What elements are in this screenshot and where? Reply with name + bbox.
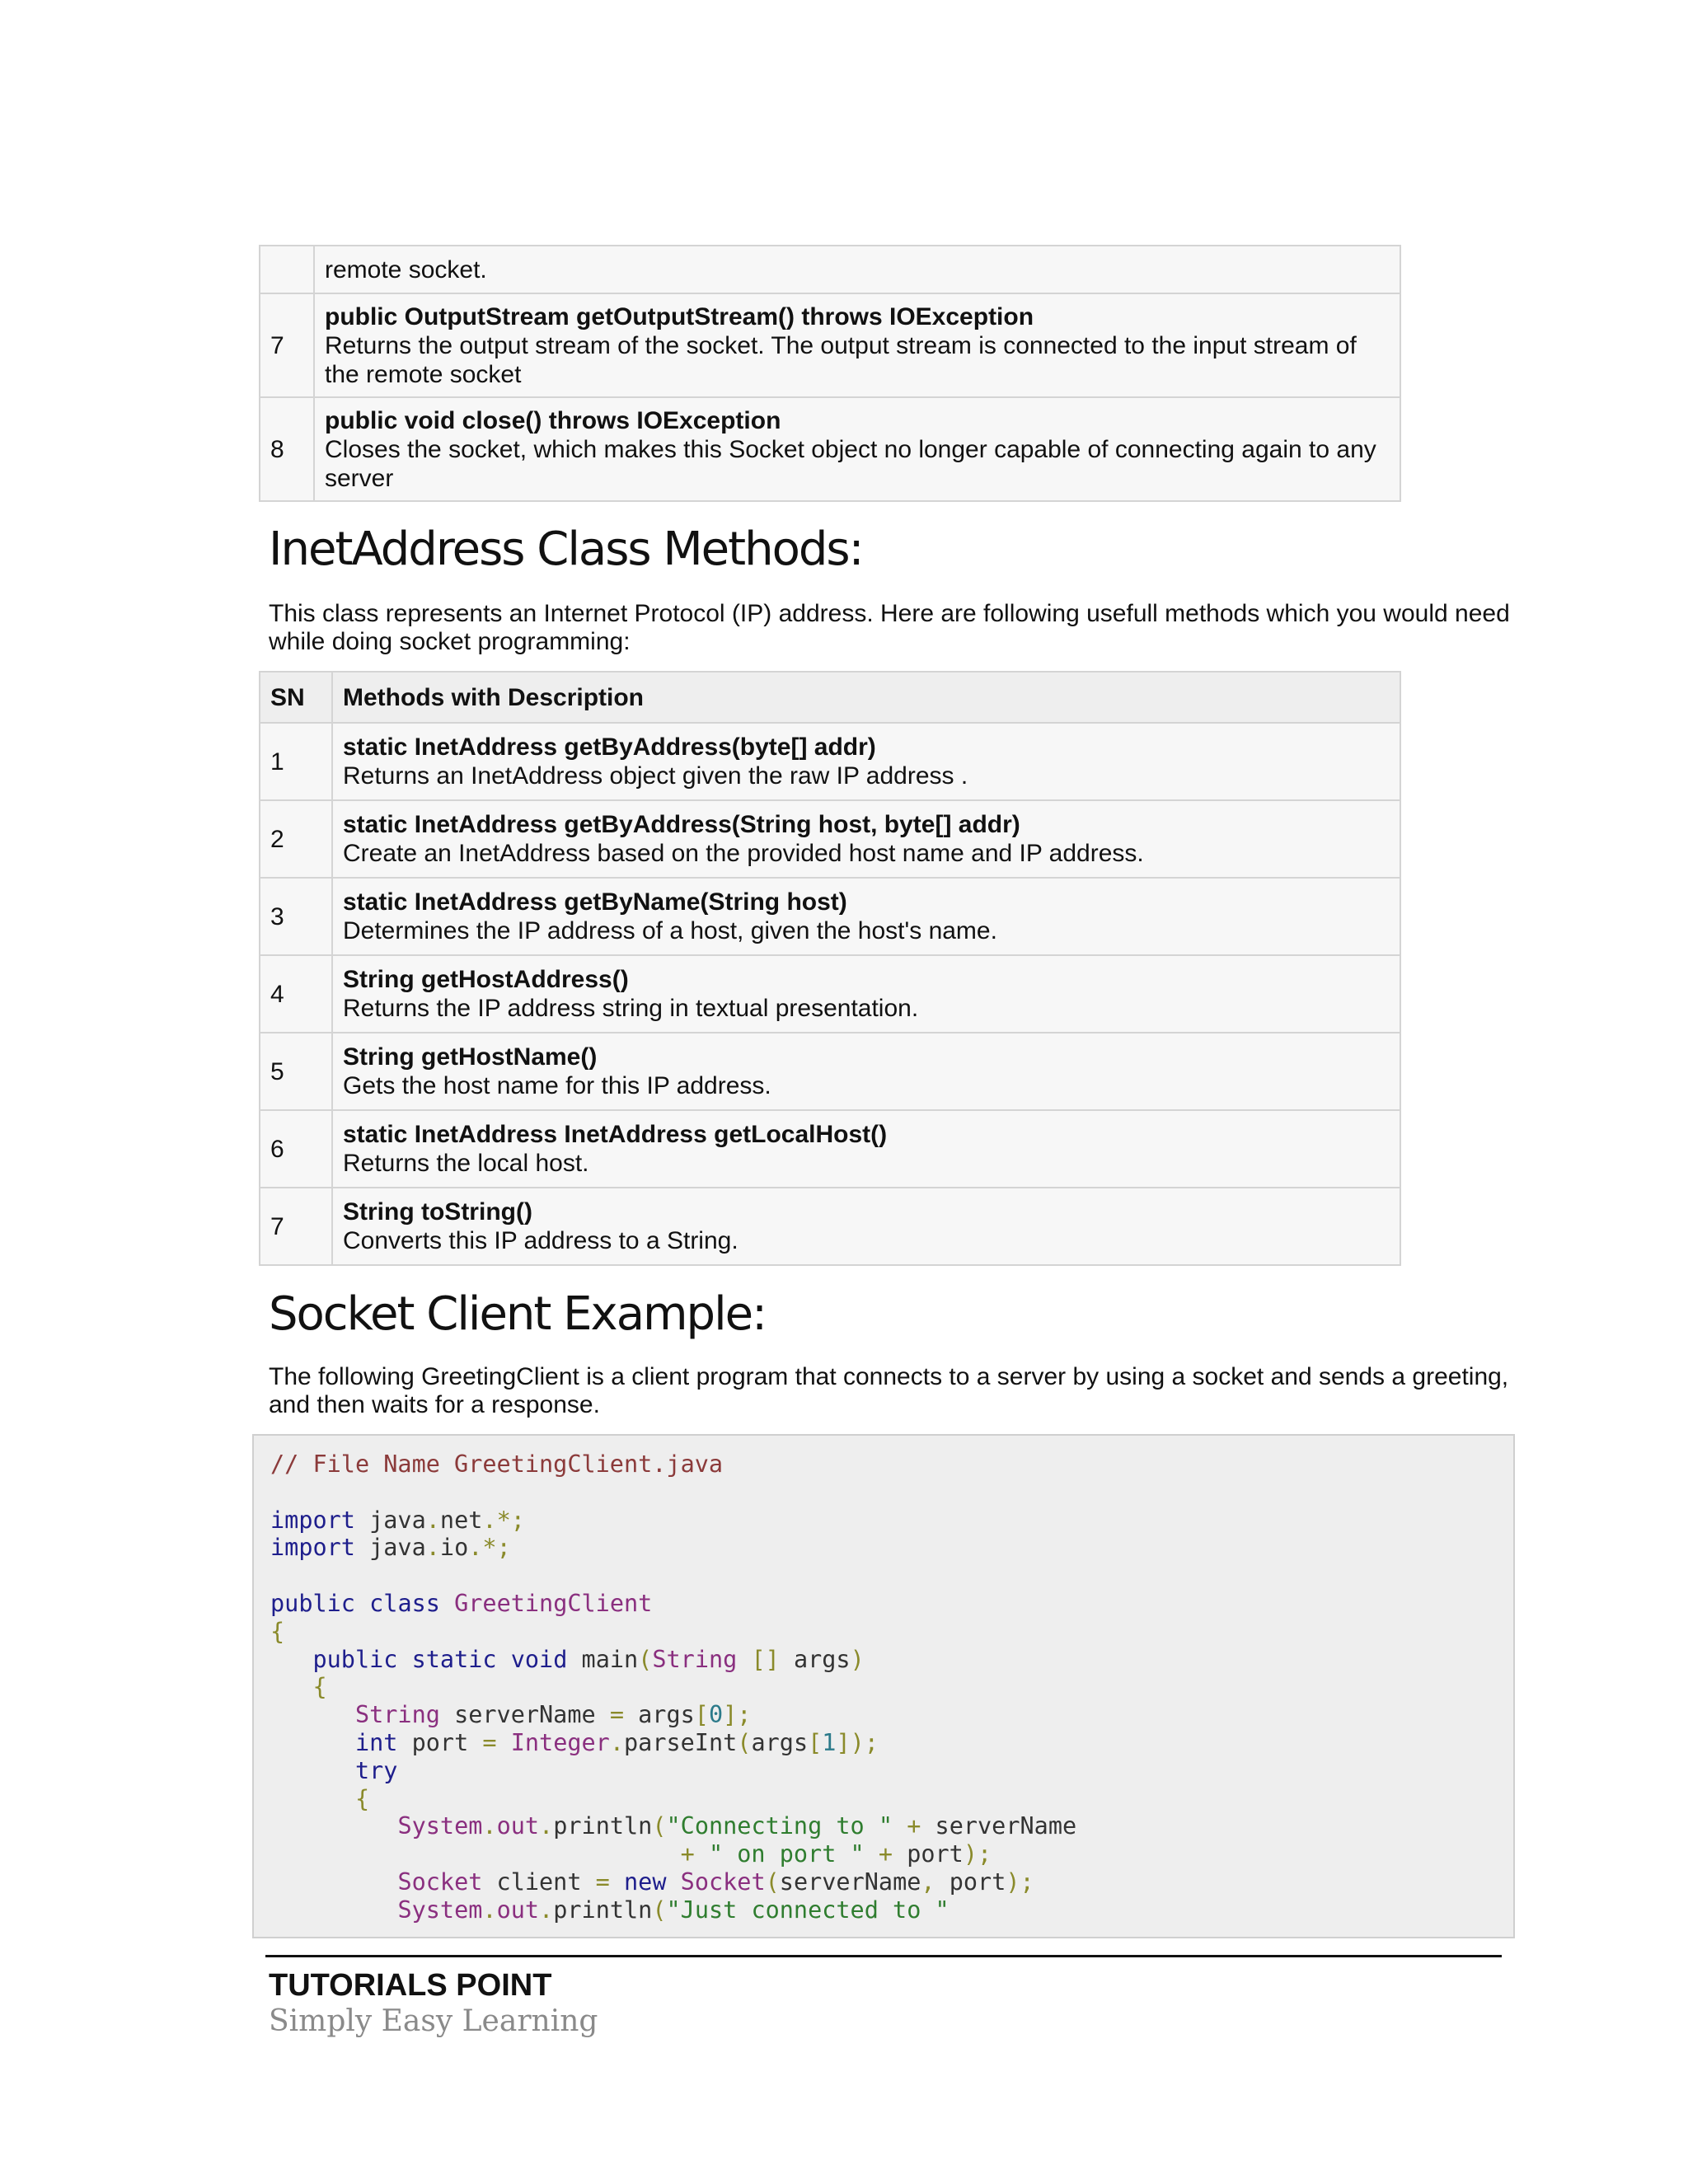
method-cell bbox=[332, 1110, 1400, 1188]
code-token: = bbox=[482, 1728, 497, 1756]
code-line bbox=[270, 1812, 1076, 1840]
code-line bbox=[270, 1534, 511, 1561]
code-token: { bbox=[354, 1784, 370, 1812]
code-line bbox=[270, 1785, 369, 1812]
code-token bbox=[397, 1646, 411, 1673]
table-row bbox=[260, 878, 1400, 955]
inetaddress-methods-table bbox=[259, 671, 1401, 1266]
code-token: ( bbox=[765, 1868, 780, 1896]
method-description: Converts this IP address to a String. bbox=[343, 1227, 738, 1254]
footer-divider bbox=[265, 1955, 1502, 1957]
code-line bbox=[270, 1896, 950, 1924]
code-token: .*; bbox=[482, 1506, 525, 1534]
code-token: out bbox=[496, 1812, 540, 1840]
code-token: + bbox=[680, 1840, 695, 1868]
code-token: io bbox=[439, 1534, 469, 1562]
table-row bbox=[260, 1033, 1400, 1110]
table-row bbox=[260, 723, 1400, 800]
method-cell bbox=[314, 293, 1400, 397]
code-token bbox=[270, 1701, 355, 1728]
code-token: ( bbox=[638, 1645, 653, 1673]
code-token: // File Name GreetingClient.java bbox=[270, 1451, 724, 1478]
code-token: 0 bbox=[708, 1701, 724, 1729]
method-signature: public OutputStream getOutputStream() throws IOException bbox=[325, 302, 1034, 330]
code-token: String bbox=[652, 1645, 738, 1673]
table-row bbox=[260, 1188, 1400, 1265]
code-token: . bbox=[539, 1812, 554, 1840]
method-cell bbox=[332, 723, 1400, 800]
code-token: . bbox=[482, 1896, 497, 1924]
code-token: [] bbox=[751, 1645, 780, 1673]
code-token: { bbox=[312, 1673, 327, 1701]
code-token: serverName bbox=[439, 1701, 610, 1729]
method-description: Determines the IP address of a host, given the host's name. bbox=[343, 917, 997, 944]
code-token: 1 bbox=[822, 1728, 837, 1756]
code-token: ( bbox=[737, 1728, 752, 1756]
method-description: Returns the IP address string in textual presentation. bbox=[343, 995, 919, 1022]
code-line bbox=[270, 1868, 1034, 1896]
code-token: String bbox=[354, 1701, 440, 1729]
code-token: System bbox=[397, 1812, 483, 1840]
sn-cell: 6 bbox=[260, 1110, 332, 1188]
code-token: . bbox=[539, 1896, 554, 1924]
code-token: serverName bbox=[779, 1868, 921, 1896]
table-row bbox=[260, 397, 1400, 501]
method-signature: String toString() bbox=[343, 1198, 532, 1226]
code-line bbox=[270, 1646, 865, 1673]
code-token: .*; bbox=[468, 1534, 511, 1562]
code-line bbox=[270, 1673, 327, 1700]
code-token bbox=[270, 1757, 355, 1784]
code-token bbox=[270, 1673, 312, 1700]
code-token: args bbox=[623, 1701, 695, 1729]
code-token: port bbox=[397, 1728, 483, 1756]
code-token bbox=[270, 1896, 397, 1924]
code-token bbox=[497, 1646, 511, 1673]
code-token: println bbox=[553, 1896, 653, 1924]
code-token: ]); bbox=[836, 1728, 879, 1756]
footer-brand: TUTORIALS POINT bbox=[269, 1968, 552, 2003]
code-token: int bbox=[354, 1728, 398, 1756]
code-block bbox=[252, 1434, 1515, 1938]
code-token: static bbox=[411, 1645, 497, 1673]
code-token: ) bbox=[850, 1645, 865, 1673]
method-signature: static InetAddress getByName(String host) bbox=[343, 888, 847, 916]
code-token bbox=[270, 1868, 397, 1896]
table-row bbox=[260, 1110, 1400, 1188]
code-token: client bbox=[482, 1868, 596, 1896]
code-line bbox=[270, 1590, 652, 1617]
code-token: Integer bbox=[510, 1728, 610, 1756]
header-methods: Methods with Description bbox=[332, 672, 1400, 723]
method-cell bbox=[332, 878, 1400, 955]
code-token: parseInt bbox=[624, 1728, 738, 1756]
method-description: Closes the socket, which makes this Socket object no longer capable of connecting again to any server bbox=[325, 435, 1376, 492]
code-token: System bbox=[397, 1896, 483, 1924]
method-signature: static InetAddress getByAddress(byte[] addr) bbox=[343, 733, 876, 761]
code-token: serverName bbox=[921, 1812, 1077, 1840]
table-row bbox=[260, 955, 1400, 1033]
code-token bbox=[667, 1868, 681, 1896]
table-row bbox=[260, 293, 1400, 397]
method-signature: static InetAddress InetAddress getLocalHost() bbox=[343, 1121, 888, 1148]
code-token: " on port " bbox=[708, 1840, 865, 1868]
code-token bbox=[865, 1840, 879, 1868]
code-token bbox=[695, 1840, 709, 1868]
table-header-row bbox=[260, 672, 1400, 723]
header-sn: SN bbox=[260, 672, 332, 723]
code-token: . bbox=[609, 1728, 625, 1756]
code-line bbox=[270, 1757, 397, 1784]
method-signature: public void close() throws IOException bbox=[325, 406, 781, 434]
method-description: Create an InetAddress based on the provided host name and IP address. bbox=[343, 840, 1144, 867]
code-token: . bbox=[425, 1534, 440, 1562]
code-token: import bbox=[270, 1506, 355, 1534]
method-cell bbox=[314, 397, 1400, 501]
sn-cell: 7 bbox=[260, 293, 314, 397]
sn-cell: 7 bbox=[260, 1188, 332, 1265]
code-token bbox=[270, 1729, 355, 1756]
code-line bbox=[270, 1618, 284, 1645]
code-token: = bbox=[595, 1868, 610, 1896]
code-token: "Connecting to " bbox=[666, 1812, 893, 1840]
code-token: Socket bbox=[397, 1868, 483, 1896]
code-token bbox=[270, 1840, 681, 1868]
method-cell bbox=[332, 1033, 1400, 1110]
sn-cell: 2 bbox=[260, 800, 332, 878]
socket-methods-table-continued bbox=[259, 245, 1401, 502]
code-token: new bbox=[624, 1868, 667, 1896]
method-cell bbox=[332, 1188, 1400, 1265]
inetaddress-heading: InetAddress Class Methods: bbox=[269, 523, 863, 576]
method-cell bbox=[314, 246, 1400, 293]
socket-client-intro: The following GreetingClient is a client program that connects to a server by using a socket and sends a greeting, and then waits for a response. bbox=[269, 1363, 1509, 1418]
table-row bbox=[260, 246, 1400, 293]
code-token: java bbox=[354, 1506, 426, 1534]
code-token: = bbox=[609, 1701, 624, 1729]
code-token: ( bbox=[652, 1812, 667, 1840]
code-line bbox=[270, 1701, 751, 1728]
code-token bbox=[440, 1590, 454, 1617]
code-token bbox=[355, 1590, 369, 1617]
code-token: println bbox=[553, 1812, 653, 1840]
code-token: ( bbox=[652, 1896, 667, 1924]
code-token: port bbox=[935, 1868, 1006, 1896]
code-token: args bbox=[779, 1645, 851, 1673]
code-line bbox=[270, 1451, 723, 1478]
sn-cell: 1 bbox=[260, 723, 332, 800]
code-token: out bbox=[496, 1896, 540, 1924]
method-description: remote socket. bbox=[325, 255, 487, 284]
method-signature: String getHostName() bbox=[343, 1043, 598, 1071]
code-token: main bbox=[567, 1645, 639, 1673]
code-token bbox=[497, 1729, 511, 1756]
code-token bbox=[270, 1812, 397, 1840]
code-token: + bbox=[907, 1812, 921, 1840]
code-token: GreetingClient bbox=[454, 1589, 653, 1617]
sn-cell bbox=[260, 246, 314, 293]
code-token: . bbox=[425, 1506, 440, 1534]
footer-tagline: Simply Easy Learning bbox=[269, 2004, 598, 2038]
code-token: ]; bbox=[723, 1701, 752, 1729]
sn-cell: 4 bbox=[260, 955, 332, 1033]
code-token: public bbox=[312, 1645, 398, 1673]
code-token: port bbox=[893, 1840, 964, 1868]
code-token: . bbox=[482, 1812, 497, 1840]
code-token: import bbox=[270, 1534, 355, 1562]
code-token bbox=[737, 1646, 751, 1673]
code-token: args bbox=[751, 1728, 809, 1756]
code-token: net bbox=[439, 1506, 483, 1534]
code-line bbox=[270, 1840, 992, 1868]
code-token: { bbox=[270, 1617, 285, 1645]
socket-client-heading: Socket Client Example: bbox=[269, 1287, 766, 1341]
code-token: + bbox=[878, 1840, 893, 1868]
code-token: "Just connected to " bbox=[666, 1896, 950, 1924]
code-token: Socket bbox=[680, 1868, 766, 1896]
method-description: Gets the host name for this IP address. bbox=[343, 1072, 771, 1099]
code-token bbox=[270, 1646, 312, 1673]
method-signature: String getHostAddress() bbox=[343, 966, 629, 993]
sn-cell: 8 bbox=[260, 397, 314, 501]
code-token bbox=[270, 1785, 355, 1812]
code-line bbox=[270, 1507, 525, 1534]
method-description: Returns the output stream of the socket. The output stream is connected to the input stream of the remote socket bbox=[325, 331, 1357, 388]
method-cell bbox=[332, 800, 1400, 878]
code-token: [ bbox=[694, 1701, 709, 1729]
code-token: void bbox=[510, 1645, 568, 1673]
code-token bbox=[893, 1812, 907, 1840]
code-line bbox=[270, 1729, 879, 1756]
sn-cell: 3 bbox=[260, 878, 332, 955]
code-token: class bbox=[369, 1589, 440, 1617]
table-row bbox=[260, 800, 1400, 878]
code-token: [ bbox=[808, 1728, 823, 1756]
code-token: java bbox=[354, 1534, 426, 1562]
sn-cell: 5 bbox=[260, 1033, 332, 1110]
method-cell bbox=[332, 955, 1400, 1033]
code-token bbox=[610, 1868, 624, 1896]
code-token: ); bbox=[1006, 1868, 1034, 1896]
code-token: ); bbox=[963, 1840, 992, 1868]
method-description: Returns the local host. bbox=[343, 1150, 589, 1177]
code-token: public bbox=[270, 1589, 355, 1617]
code-token: try bbox=[354, 1756, 398, 1784]
method-description: Returns an InetAddress object given the raw IP address . bbox=[343, 762, 968, 790]
inetaddress-intro: This class represents an Internet Protocol (IP) address. Here are following usefull methods which you would need while doing socket programming: bbox=[269, 600, 1510, 655]
code-token: , bbox=[921, 1868, 935, 1896]
method-signature: static InetAddress getByAddress(String host, byte[] addr) bbox=[343, 811, 1020, 838]
